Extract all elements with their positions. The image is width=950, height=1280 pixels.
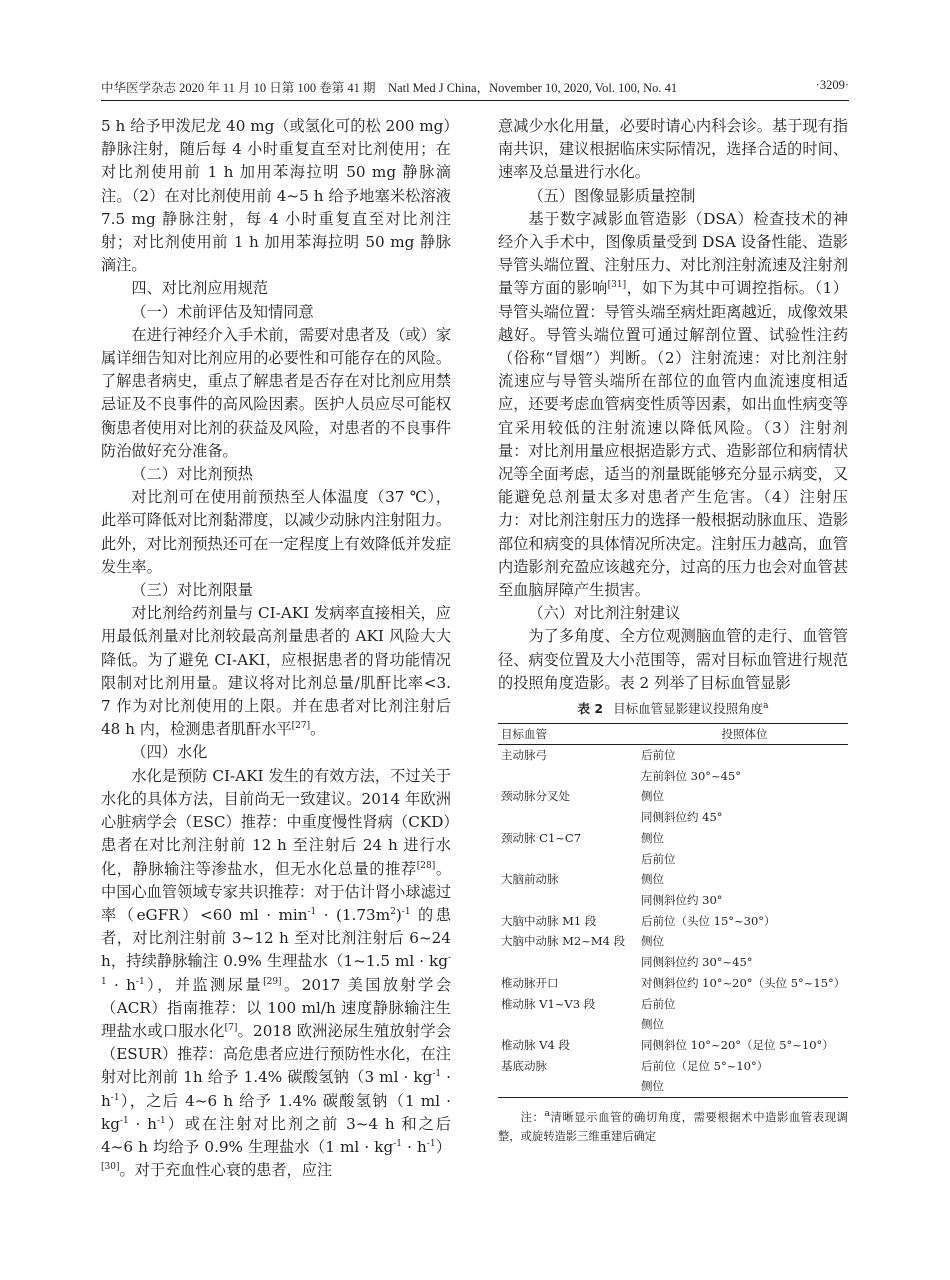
- left-column: [101, 115, 451, 1182]
- paragraph-text: 。: [310, 720, 326, 739]
- paragraph-text: · (1.73m: [316, 905, 391, 924]
- paragraph: [101, 765, 451, 1183]
- paragraph-text: 对比剂给药剂量与 CI-AKI 发病率直接相关，应用最低剂量对比剂较最高剂量患者的 AKI 风险大大降低。为了避免 CI-AKI，应根据患者的肾功能情况限制对比剂用量。建议将对比剂总量/肌酐比率<3. 7 作为对比剂使用的上限。并在患者对比剂注射后 48 h 内，检测患者肌酐水平: [101, 604, 451, 739]
- cell-vessel: 椎动脉 V4 段: [501, 1037, 570, 1052]
- reference-marker: [29]: [263, 976, 282, 987]
- paragraph: [101, 602, 451, 741]
- cell-vessel: [498, 952, 638, 973]
- cell-vessel: [498, 807, 638, 828]
- superscript: -1: [156, 1115, 166, 1126]
- paragraph-text: ）或在注射对比剂之前 3~4 h 和之后 4~6 h 均给予 0.9% 生理盐水（1 ml · kg: [101, 1114, 451, 1156]
- table-row: [498, 952, 848, 973]
- cell-projection: 侧位: [638, 1076, 848, 1097]
- cell-projection: 对侧斜位约 10°~20°（头位 5°~15°）: [641, 975, 846, 990]
- cell-vessel: [498, 849, 638, 870]
- cell-vessel: [498, 766, 638, 787]
- cell-projection: 后前位（足位 5°~10°）: [641, 1058, 769, 1073]
- table-row: [498, 1056, 848, 1077]
- table-title: 目标血管显影建议投照角度: [613, 701, 764, 717]
- cell-vessel: [498, 1014, 638, 1035]
- cell-projection: 侧位: [641, 934, 664, 949]
- table-row: [498, 869, 848, 890]
- column-header-vessel: 目标血管: [498, 724, 638, 745]
- table-row: [498, 994, 848, 1015]
- superscript: -1: [401, 906, 411, 917]
- superscript: 2: [390, 906, 396, 917]
- paragraph-text: · h: [402, 1137, 427, 1156]
- paragraph: 意减少水化用量，必要时请心内科会诊。基于现有指南共识，建议根据临床实际情况，选择合适的时间、速率及总量进行水化。: [498, 117, 848, 182]
- paragraph: 为了多角度、全方位观测脑血管的走行、血管管径、病变位置及大小范围等，需对目标血管进行规范的投照角度造影。表 2 列举了目标血管显影: [498, 627, 848, 692]
- table-label: 表 2: [577, 701, 604, 717]
- reference-marker: [27]: [291, 721, 311, 732]
- subsection-heading: （二）对比剂预热: [131, 465, 253, 484]
- paragraph-text: 的患者，对比剂注射前 3~12 h 至对比剂注射后 6~24 h，持续静脉输注 0.9% 生理盐水（1~1.5 ml · kg: [101, 905, 451, 971]
- table-row: [498, 786, 848, 807]
- cell-vessel: 大脑前动脉: [501, 872, 559, 887]
- right-column: [498, 115, 848, 1146]
- table-row: [498, 911, 848, 932]
- superscript: -1: [135, 976, 145, 987]
- paragraph: [498, 208, 848, 602]
- superscript: -1: [110, 1092, 120, 1103]
- table-row: [498, 745, 848, 766]
- table-row: [498, 849, 848, 870]
- table-body: [498, 745, 848, 1098]
- table-row: [498, 1035, 848, 1056]
- paragraph-text: ): [395, 905, 402, 924]
- cell-projection: 后前位: [641, 851, 676, 866]
- superscript: -1: [119, 1115, 129, 1126]
- cell-vessel: 基底动脉: [501, 1058, 547, 1073]
- reference-marker: [7]: [224, 1022, 238, 1033]
- journal-citation: 中华医学杂志 2020 年 11 月 10 日第 100 卷第 41 期 Natl Med J China，November 10, 2020, Vol. 100, No. 41: [101, 81, 678, 95]
- table-row: [498, 766, 848, 787]
- table-row: [498, 973, 848, 994]
- cell-projection: 后前位（头位 15°~30°）: [641, 913, 776, 928]
- paragraph-text: · h: [128, 1114, 157, 1133]
- table-row: [498, 1014, 848, 1035]
- paragraph-text: 。2017 美国放射学会（ACR）指南推荐：以 100 ml/h 速度静脉输注生理盐水或口服水化: [101, 975, 452, 1040]
- superscript: -1: [432, 1069, 442, 1080]
- paragraph-text: 水化是预防 CI-AKI 发生的有效方法，不过关于水化的具体方法，目前尚无一致建议。2014 年欧洲心脏病学会（ESC）推荐：中重度慢性肾病（CKD）患者在对比剂注射前 12 h 至注射后 24 h 进行水化，静脉输注等渗盐水，但无水化总量的推荐: [101, 766, 451, 878]
- footnote-marker: a: [763, 700, 769, 711]
- cell-projection: 侧位: [641, 872, 664, 887]
- table-row: [498, 828, 848, 849]
- cell-vessel: 主动脉弓: [501, 748, 547, 763]
- paragraph: 对比剂可在使用前预热至人体温度（37 ℃），此举可降低对比剂黏滞度，以减少动脉内注射阻力。此外，对比剂预热还可在一定程度上有效降低并发症发生率。: [101, 488, 451, 576]
- table-row: [498, 890, 848, 911]
- table-footnote: [498, 1108, 848, 1146]
- paragraph-text: ）: [435, 1137, 452, 1156]
- cell-vessel: 大脑中动脉 M2~M4 段: [501, 934, 626, 949]
- cell-projection: 同侧斜位 10°~20°（足位 5°~10°）: [641, 1037, 834, 1052]
- reference-marker: [31]: [607, 280, 627, 291]
- paragraph: 5 h 给予甲泼尼龙 40 mg（或氢化可的松 200 mg）静脉注射，随后每 4 小时重复直至对比剂使用；在对比剂使用前 1 h 加用苯海拉明 50 mg 静脉滴注。（2）在对比剂使用前 4~5 h 给予地塞米松溶液 7.5 mg 静脉注射，每 4 小时重复直至对比剂注射；对比剂使用前 1 h 加用苯海拉明 50 mg 静脉滴注。: [101, 117, 451, 275]
- subsection-heading: （六）对比剂注射建议: [528, 604, 681, 623]
- superscript: -1: [101, 953, 451, 987]
- subsection-heading: （一）术前评估及知情同意: [131, 302, 314, 321]
- superscript: -1: [426, 1138, 436, 1149]
- cell-projection: 同侧斜位约 30°~45°: [641, 955, 753, 970]
- paragraph-text: ），并监测尿量: [144, 975, 264, 994]
- paragraph-text: 。2018 欧洲泌尿生殖放射学会（ESUR）推荐：高危患者应进行预防性水化，在注射对比剂前 1h 给予 1.4% 碳酸氢钠（3 ml · kg: [101, 1021, 452, 1087]
- paragraph: 在进行神经介入手术前，需要对患者及（或）家属详细告知对比剂应用的必要性和可能存在的风险。了解患者病史，重点了解患者是否存在对比剂应用禁忌证及不良事件的高风险因素。医护人员应尽可能权衡患者使用对比剂的获益及风险，对患者的不良事件防治做好充分准备。: [101, 325, 451, 460]
- subsection-heading: （三）对比剂限量: [131, 581, 253, 600]
- cell-vessel: 颈动脉 C1~C7: [501, 830, 582, 845]
- cell-vessel: [498, 890, 638, 911]
- paragraph-text: 。中国心血管领域专家共识推荐：对于估计肾小球滤过率（eGFR）<60 ml · min: [101, 859, 452, 924]
- superscript: -1: [307, 906, 317, 917]
- page-number: ·3209·: [815, 78, 849, 92]
- reference-marker: [28]: [416, 860, 436, 871]
- paragraph-text: 。对于充血性心衰的患者，应注: [119, 1161, 333, 1180]
- running-header: [101, 78, 849, 100]
- table-row: [498, 931, 848, 952]
- cell-projection: 后前位: [641, 996, 676, 1011]
- header-rule: [101, 100, 849, 101]
- cell-vessel: 颈动脉分叉处: [501, 789, 570, 804]
- cell-vessel: [498, 1076, 638, 1097]
- cell-projection: 左前斜位 30°~45°: [641, 768, 742, 783]
- cell-vessel: 椎动脉 V1~V3 段: [501, 996, 596, 1011]
- footnote-prefix: 注：: [520, 1111, 545, 1125]
- subsection-heading: （四）水化: [131, 743, 208, 762]
- column-header-projection: 投照体位: [638, 724, 848, 745]
- cell-projection: 侧位: [641, 830, 664, 845]
- table-header-row: [498, 724, 848, 745]
- table-caption: [498, 700, 848, 718]
- footnote-marker: a: [544, 1109, 550, 1120]
- footnote-text: 清晰显示血管的确切角度，需要根据术中造影血管表现调整，或旋转造影三维重建后确定: [498, 1111, 848, 1144]
- section-heading: 四、对比剂应用规范: [131, 279, 269, 298]
- subsection-heading: （五）图像显影质量控制: [528, 186, 696, 205]
- table-row: [498, 1076, 848, 1097]
- cell-projection: 侧位: [641, 1017, 664, 1032]
- cell-projection: 同侧斜位约 30°: [641, 893, 723, 907]
- paragraph-text: ），之后 4~6 h 给予 1.4% 碳酸氢钠（1 ml · kg: [101, 1091, 451, 1133]
- paragraph-text: ，如下为其中可调控指标。（1）导管头端位置：导管头端至病灶距离越近，成像效果越好。导管头端位置可通过解剖位置、试验性注药（俗称“冒烟”）判断。（2）注射流速：对比剂注射流速应与导管头端所在部位的血管内血流速度相适应，还要考虑血管病变性质等因素，如出血性病变等宜采用较低的注射流速以降低风险。（3）注射剂量：对比剂用量应根据造影方式、造影部位和病情状况等全面考虑，适当的剂量既能够充分显示病变，又能避免总剂量太多对患者产生危害。（4）注射压力：对比剂注射压力的选择一般根据动脉血压、造影部位和病变的具体情况所决定。注射压力越高，血管内造影剂充盈应该越充分，过高的压力也会对血管甚至血脑屏障产生损害。: [498, 279, 848, 600]
- cell-projection: 同侧斜位约 45°: [641, 810, 723, 825]
- reference-marker: [30]: [101, 1162, 120, 1173]
- paragraph-text: 基于数字减影血管造影（DSA）检查技术的神经介入手术中，图像质量受到 DSA 设备性能、造影导管头端位置、注射压力、对比剂注射流速及注射剂量等方面的影响: [498, 209, 848, 298]
- cell-projection: 后前位: [641, 748, 676, 763]
- paragraph-text: · h: [101, 1068, 452, 1110]
- paragraph-text: · h: [106, 975, 136, 994]
- projection-angle-table: [498, 723, 848, 1098]
- superscript: -1: [393, 1138, 402, 1149]
- table-row: [498, 807, 848, 828]
- cell-projection: 侧位: [641, 789, 664, 804]
- cell-vessel: 椎动脉开口: [501, 975, 559, 990]
- cell-vessel: 大脑中动脉 M1 段: [501, 913, 597, 928]
